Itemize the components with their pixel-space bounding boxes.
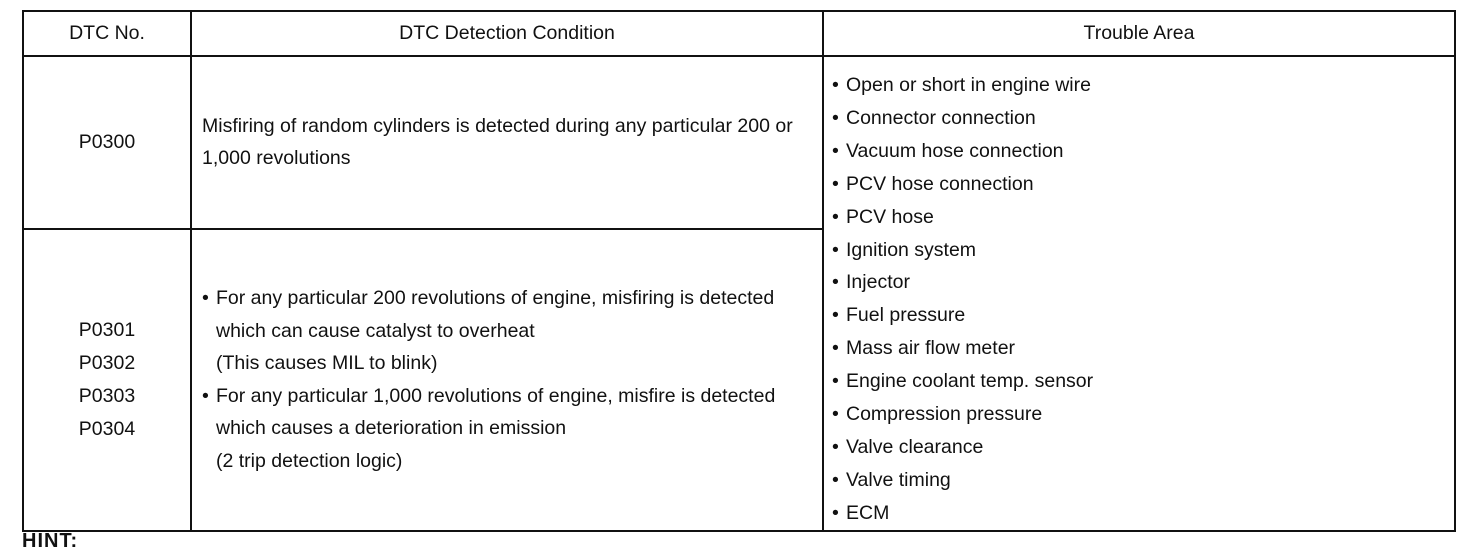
trouble-area-item: • Compression pressure	[832, 398, 1454, 431]
dtc-code-cell	[23, 229, 191, 531]
detection-condition-note: (2 trip detection logic)	[216, 449, 403, 472]
trouble-area-item: • PCV hose	[832, 201, 1454, 234]
trouble-area-item: • Ignition system	[832, 234, 1454, 267]
trouble-area-item: • Valve clearance	[832, 431, 1454, 464]
detection-condition-note: (This causes MIL to blink)	[216, 352, 438, 375]
trouble-area-item: • PCV hose connection	[832, 168, 1454, 201]
dtc-code: P0302	[78, 351, 136, 374]
detection-condition-text: For any particular 1,000 revolutions of engine, misfire is detected which causes a deterioration in emission	[216, 384, 776, 440]
table-header-row	[23, 11, 1455, 56]
detection-condition-text: Misfiring of random cylinders is detected during any particular 200 or 1,000 revolutions	[202, 114, 793, 170]
dtc-code: P0304	[78, 417, 136, 440]
trouble-area-item: • Mass air flow meter	[832, 332, 1454, 365]
trouble-area-item: • Valve timing	[832, 464, 1454, 497]
detection-condition-item	[202, 380, 808, 478]
trouble-area-item: • Vacuum hose connection	[832, 135, 1454, 168]
trouble-area-item: • Engine coolant temp. sensor	[832, 365, 1454, 398]
detection-condition-cell	[191, 56, 823, 229]
trouble-area-item: • Connector connection	[832, 102, 1454, 135]
detection-condition-list	[202, 282, 808, 477]
dtc-code-cell	[23, 56, 191, 229]
header-detection-condition: DTC Detection Condition	[191, 11, 823, 56]
dtc-code: P0301	[78, 318, 136, 341]
detection-condition-item	[202, 282, 808, 380]
trouble-area-item: • Injector	[832, 266, 1454, 299]
dtc-table	[22, 10, 1456, 532]
dtc-code: P0300	[78, 130, 136, 153]
header-trouble-area: Trouble Area	[823, 11, 1455, 56]
detection-condition-text: For any particular 200 revolutions of engine, misfiring is detected which can cause catalyst to overheat	[216, 287, 775, 342]
table-row	[23, 56, 1455, 229]
trouble-area-cell	[823, 56, 1455, 531]
trouble-area-item: • Open or short in engine wire	[832, 69, 1454, 102]
detection-condition-cell	[191, 229, 823, 531]
trouble-area-list	[832, 69, 1454, 530]
trouble-area-item: • ECM	[832, 497, 1454, 530]
dtc-code: P0303	[78, 384, 136, 407]
trouble-area-item: • Fuel pressure	[832, 299, 1454, 332]
hint-label: HINT:	[22, 530, 79, 552]
header-dtc-no: DTC No.	[23, 11, 191, 56]
